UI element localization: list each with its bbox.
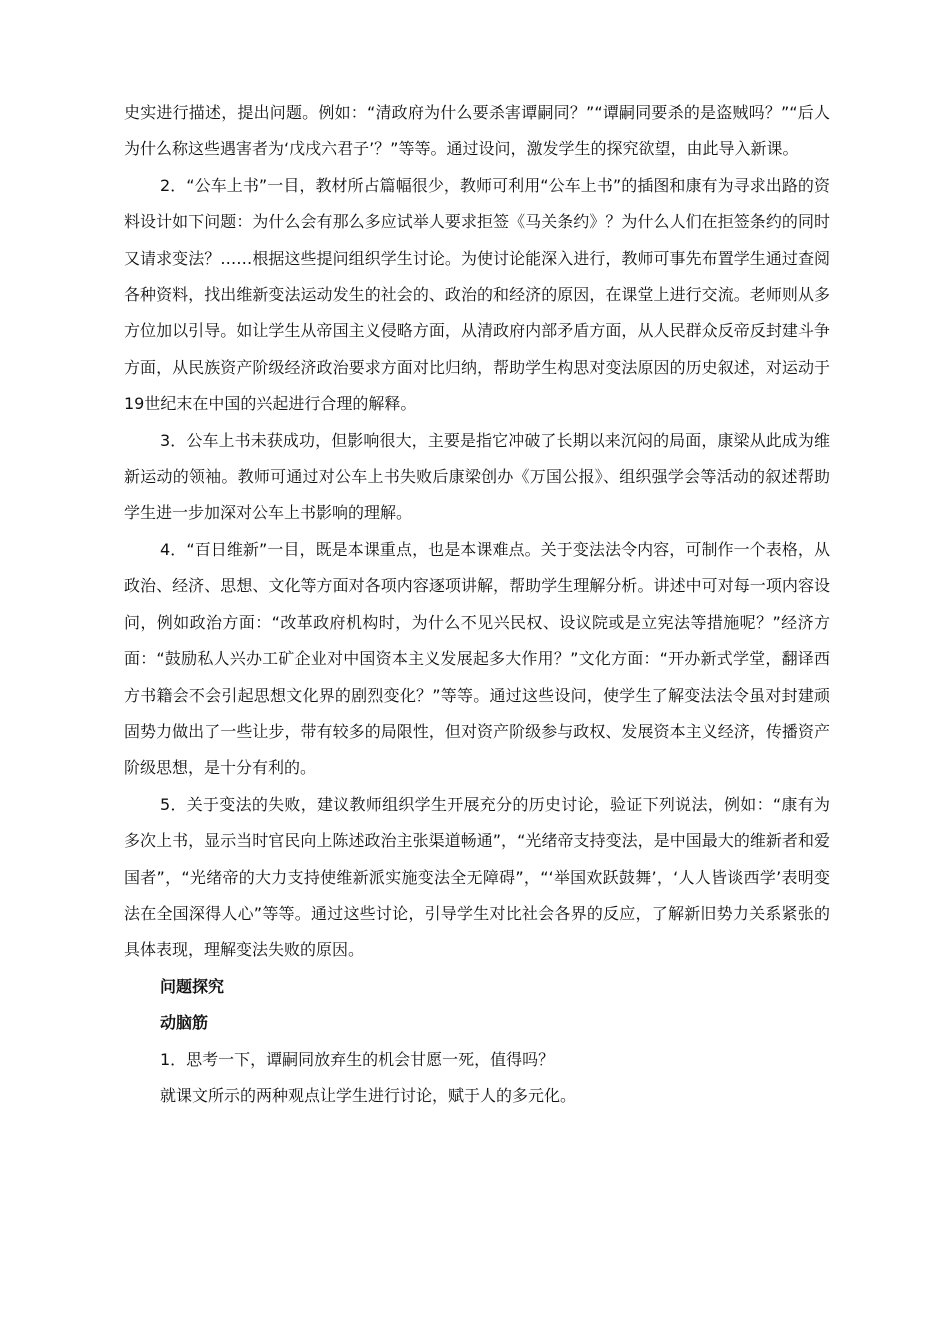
paragraph-intro-continued: 史实进行描述，提出问题。例如：“清政府为什么要杀害谭嗣同？”“谭嗣同要杀的是盗贼吗？”“后人为什么称这些遇害者为‘戊戌六君子’？”等等。通过设问，激发学生的探究欲望，由此导入新课。 (124, 103, 830, 159)
question-text: 1．思考一下，谭嗣同放弃生的机会甘愿一死，值得吗？ (160, 1049, 555, 1069)
paragraph-item-4: 4．“百日维新”一目，既是本课重点，也是本课难点。关于变法法令内容，可制作一个表格，从政治、经济、思想、文化等方面对各项内容逐项讲解，帮助学生理解分析。讲述中可对每一项内容设问，例如政治方面：“改革政府机构时，为什么不见兴民权、设议院或是立宪法等措施呢？”经济方面：“鼓励私人兴办工矿企业对中国资本主义发展起多大作用？”文化方面：“开办新式学堂，翻译西方书籍会不会引起思想文化界的剧烈变化？”等等。通过这些设问，使学生了解变法法令虽对封建顽固势力做出了一些让步，带有较多的局限性，但对资产阶级参与政权、发展资本主义经济，传播资产阶级思想，是十分有利的。 (124, 539, 830, 778)
paragraph-item-3: 3．公车上书未获成功，但影响很大，主要是指它冲破了长期以来沉闷的局面，康梁从此成为维新运动的领袖。教师可通过对公车上书失败后康梁创办《万国公报》、组织强学会等活动的叙述帮助学生进一步加深对公车上书影响的理解。 (124, 430, 830, 523)
paragraph-item-2: 2．“公车上书”一目，教材所占篇幅很少，教师可利用“公车上书”的插图和康有为寻求出路的资料设计如下问题：为什么会有那么多应试举人要求拒签《马关条约》？为什么人们在拒签条约的同时又请求变法？……根据这些提问组织学生讨论。为使讨论能深入进行，教师可事先布置学生通过查阅各种资料，找出维新变法运动发生的社会的、政治的和经济的原因，在课堂上进行交流。老师则从多方位加以引导。如让学生从帝国主义侵略方面，从清政府内部矛盾方面，从人民群众反帝反封建斗争方面，从民族资产阶级经济政治要求方面对比归纳，帮助学生构思对变法原因的历史叙述，对运动于19世纪末在中国的兴起进行合理的解释。 (124, 175, 830, 414)
section-heading: 问题探究 (160, 976, 225, 996)
document-body (124, 95, 830, 1114)
subsection-heading: 动脑筋 (160, 1013, 209, 1033)
answer-text: 就课文所示的两种观点让学生进行讨论，赋于人的多元化。 (160, 1085, 577, 1105)
paragraph-item-5: 5．关于变法的失败，建议教师组织学生开展充分的历史讨论，验证下列说法，例如：“康有为多次上书，显示当时官民向上陈述政治主张渠道畅通”，“光绪帝支持变法，是中国最大的维新者和爱国者”，“光绪帝的大力支持使维新派实施变法全无障碍”，“‘举国欢跃鼓舞’，‘人人皆谈西学’表明变法在全国深得人心”等等。通过这些讨论，引导学生对比社会各界的反应，了解新旧势力关系紧张的具体表现，理解变法失败的原因。 (124, 794, 830, 960)
